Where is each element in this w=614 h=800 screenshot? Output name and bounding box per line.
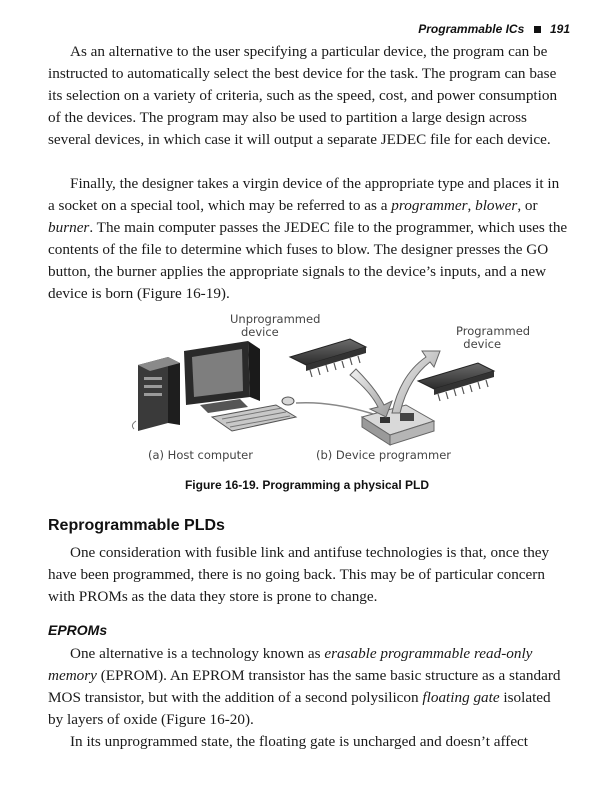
italic-term: erasable programmable read-only memory xyxy=(48,645,533,684)
paragraph xyxy=(48,643,568,731)
square-bullet-icon xyxy=(534,26,541,33)
italic-term: floating gate xyxy=(422,689,500,706)
text-run: Finally, the designer takes a virgin device of the appropriate type and places it in a socket on a special tool, which may be referred to as a xyxy=(48,175,560,214)
italic-term: burner xyxy=(48,219,90,236)
text-run: One alternative is a technology known as xyxy=(70,645,325,662)
text-run: isolated by layers of oxide (Figure 16-20). xyxy=(48,689,551,728)
label-device-programmer: (b) Device programmer xyxy=(316,448,452,462)
text-run: One consideration with fusible link and antifuse technologies is that, once they have been programmed, there is no going back. This may be of particular concern with PROMs as the data they store is prone to change. xyxy=(48,544,550,605)
text-run: , xyxy=(467,197,476,214)
paragraph xyxy=(48,731,568,753)
label-programmed-device: Programmed device xyxy=(456,324,531,351)
paragraph xyxy=(48,542,568,608)
italic-term: programmer xyxy=(391,197,468,214)
running-head xyxy=(418,22,570,36)
paragraph xyxy=(48,173,568,305)
text-run: , or xyxy=(517,197,538,214)
paragraph xyxy=(48,41,568,151)
text-run: In its unprogrammed state, the floating gate is uncharged and doesn’t affect xyxy=(70,733,529,750)
text-run: As an alternative to the user specifying a particular device, the program can be instructed to automatically select the best device for the task. The program can base its selection on a variety of criteria, such as the speed, cost, and power consumption of the devices. The program may also be used to partition a large design across several devices, in which case it will output a separate JEDEC file for each device. xyxy=(48,43,558,148)
running-title: Programmable ICs xyxy=(418,22,525,36)
host-computer-icon xyxy=(132,341,296,431)
subsection-heading: EPROMs xyxy=(48,622,108,638)
section-heading: Reprogrammable PLDs xyxy=(48,517,225,534)
text-run: (EPROM). An EPROM transistor has the same basic structure as a standard MOS transistor, but with the addition of a second polysilicon xyxy=(48,667,561,706)
figure-programming-pld xyxy=(100,305,540,475)
figure-caption: Figure 16-19. Programming a physical PLD xyxy=(184,478,430,492)
label-host-computer: (a) Host computer xyxy=(148,448,253,462)
programmed-chip-icon xyxy=(418,363,494,401)
text-run: . The main computer passes the JEDEC file to the programmer, which uses the contents of the file to determine which fuses to blow. The designer presses the GO button, the burner applies the appropriate signals to the device’s inputs, and a new device is born (Figure 16-19). xyxy=(48,219,568,302)
page-number: 191 xyxy=(549,22,570,36)
label-unprogrammed-device: Unprogrammed device xyxy=(230,312,321,339)
italic-term: blower xyxy=(475,197,518,214)
